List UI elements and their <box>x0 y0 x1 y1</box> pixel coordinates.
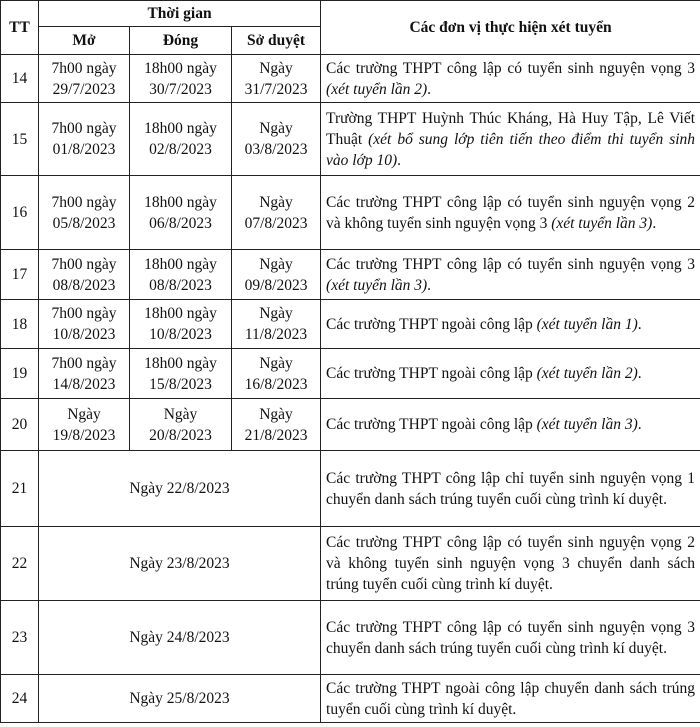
header-time: Thời gian <box>39 1 321 27</box>
close-time: 18h00 ngày 10/8/2023 <box>130 300 232 349</box>
open-time: 7h00 ngày 08/8/2023 <box>39 250 130 300</box>
close-time: 18h00 ngày 30/7/2023 <box>130 55 232 103</box>
unit-description: Các trường THPT công lập có tuyển sinh nguyện vọng 2 và không tuyển sinh nguyện vọng 3 chuyển danh sách trúng tuyển cuối cùng trình kí duyệt. <box>321 527 700 601</box>
open-time: 7h00 ngày 14/8/2023 <box>39 349 130 399</box>
table-row <box>1 176 700 250</box>
close-time: 18h00 ngày 15/8/2023 <box>130 349 232 399</box>
table-row <box>1 103 700 176</box>
row-number: 24 <box>1 675 39 723</box>
row-number: 19 <box>1 349 39 399</box>
row-number: 14 <box>1 55 39 103</box>
table-row <box>1 399 700 451</box>
approve-date: Ngày 07/8/2023 <box>232 176 321 250</box>
unit-description: Các trường THPT ngoài công lập (xét tuyển lần 3). <box>321 399 700 451</box>
open-time: 7h00 ngày 01/8/2023 <box>39 103 130 176</box>
table-row <box>1 250 700 300</box>
merged-date: Ngày 25/8/2023 <box>39 675 321 723</box>
row-number: 15 <box>1 103 39 176</box>
approve-date: Ngày 03/8/2023 <box>232 103 321 176</box>
table-row <box>1 349 700 399</box>
header-open: Mở <box>39 27 130 55</box>
table-row <box>1 451 700 527</box>
unit-description: Các trường THPT ngoài công lập (xét tuyển lần 1). <box>321 300 700 349</box>
table-row <box>1 300 700 349</box>
approve-date: Ngày 09/8/2023 <box>232 250 321 300</box>
row-number: 21 <box>1 451 39 527</box>
table-row <box>1 527 700 601</box>
open-time: Ngày 19/8/2023 <box>39 399 130 451</box>
table-row <box>1 55 700 103</box>
open-time: 7h00 ngày 05/8/2023 <box>39 176 130 250</box>
approve-date: Ngày 11/8/2023 <box>232 300 321 349</box>
unit-description: Các trường THPT công lập có tuyển sinh nguyện vọng 3 (xét tuyển lần 3). <box>321 250 700 300</box>
row-number: 17 <box>1 250 39 300</box>
header-units: Các đơn vị thực hiện xét tuyển <box>321 1 700 55</box>
open-time: 7h00 ngày 29/7/2023 <box>39 55 130 103</box>
row-number: 18 <box>1 300 39 349</box>
header-close: Đóng <box>130 27 232 55</box>
table-row <box>1 601 700 675</box>
row-number: 23 <box>1 601 39 675</box>
header-tt: TT <box>1 1 39 55</box>
merged-date: Ngày 24/8/2023 <box>39 601 321 675</box>
unit-description: Các trường THPT công lập có tuyển sinh nguyện vọng 3 chuyển danh sách trúng tuyển cuối cùng trình kí duyệt. <box>321 601 700 675</box>
unit-description: Các trường THPT công lập có tuyển sinh nguyện vọng 2 và không tuyển sinh nguyện vọng 3 (xét tuyển lần 3). <box>321 176 700 250</box>
merged-date: Ngày 22/8/2023 <box>39 451 321 527</box>
merged-date: Ngày 23/8/2023 <box>39 527 321 601</box>
approve-date: Ngày 16/8/2023 <box>232 349 321 399</box>
unit-description: Trường THPT Huỳnh Thúc Kháng, Hà Huy Tập, Lê Viết Thuật (xét bổ sung lớp tiên tiến theo điểm thi tuyển sinh vào lớp 10). <box>321 103 700 176</box>
unit-description: Các trường THPT công lập chỉ tuyển sinh nguyện vọng 1 chuyển danh sách trúng tuyển cuối cùng trình kí duyệt. <box>321 451 700 527</box>
table-row <box>1 675 700 723</box>
row-number: 20 <box>1 399 39 451</box>
row-number: 16 <box>1 176 39 250</box>
unit-description: Các trường THPT ngoài công lập (xét tuyển lần 2). <box>321 349 700 399</box>
header-pre-approve: Sở duyệt <box>232 27 321 55</box>
close-time: Ngày 20/8/2023 <box>130 399 232 451</box>
approve-date: Ngày 21/8/2023 <box>232 399 321 451</box>
unit-description: Các trường THPT ngoài công lập chuyển danh sách trúng tuyển cuối cùng trình kí duyệt. <box>321 675 700 723</box>
row-number: 22 <box>1 527 39 601</box>
approve-date: Ngày 31/7/2023 <box>232 55 321 103</box>
unit-description: Các trường THPT công lập có tuyển sinh nguyện vọng 3 (xét tuyển lần 2). <box>321 55 700 103</box>
close-time: 18h00 ngày 06/8/2023 <box>130 176 232 250</box>
close-time: 18h00 ngày 08/8/2023 <box>130 250 232 300</box>
open-time: 7h00 ngày 10/8/2023 <box>39 300 130 349</box>
close-time: 18h00 ngày 02/8/2023 <box>130 103 232 176</box>
